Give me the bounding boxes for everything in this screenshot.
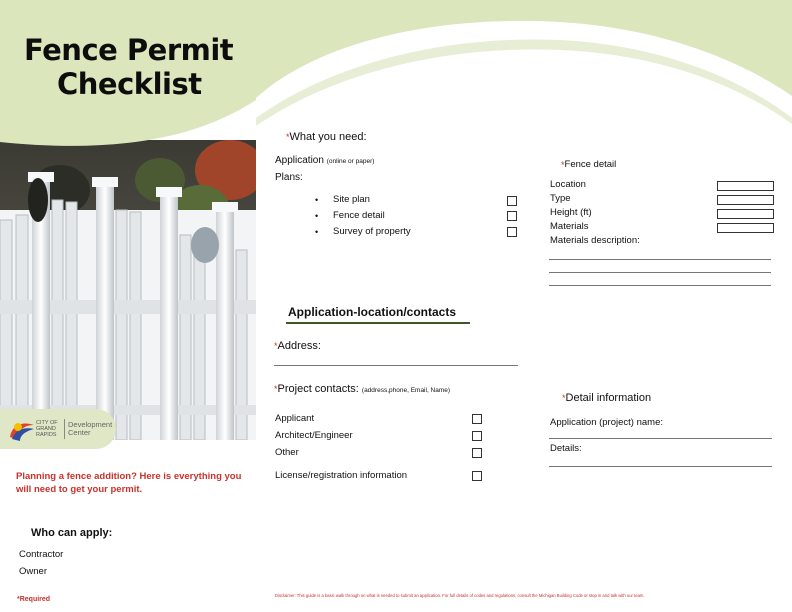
fence-field-location-label: Location bbox=[550, 179, 586, 190]
fence-detail-heading: *Fence detail bbox=[561, 159, 617, 170]
plan-item-site-plan: Site plan bbox=[333, 194, 370, 205]
fence-field-materials-label: Materials bbox=[550, 221, 589, 232]
dept-name-2: Center bbox=[68, 428, 91, 437]
project-contacts-note: (address,phone, Email, Name) bbox=[361, 387, 451, 394]
contact-architect-label: Architect/Engineer bbox=[275, 430, 353, 441]
bullet-icon: • bbox=[315, 195, 319, 205]
page-title-line2: Checklist bbox=[57, 67, 202, 101]
logo-divider bbox=[64, 419, 65, 439]
intro-text bbox=[16, 470, 241, 497]
city-name-3: RAPIDS bbox=[36, 432, 57, 438]
contact-applicant-label: Applicant bbox=[275, 413, 315, 424]
city-name-1: CITY OF bbox=[36, 420, 58, 426]
fence-location-field[interactable] bbox=[717, 181, 774, 191]
fence-field-height-label: Height (ft) bbox=[550, 207, 592, 218]
fence-field-type-label: Type bbox=[550, 193, 571, 204]
detail-information-label: Detail information bbox=[565, 392, 652, 404]
city-name-2: GRAND bbox=[36, 426, 56, 432]
city-logo-icon bbox=[8, 419, 36, 441]
materials-description-line-3[interactable] bbox=[549, 285, 771, 286]
fence-detail-label: Fence detail bbox=[564, 159, 617, 170]
fence-materials-field[interactable] bbox=[717, 223, 774, 233]
fence-photo bbox=[0, 140, 256, 440]
details-line[interactable] bbox=[549, 466, 772, 467]
fence-height-field[interactable] bbox=[717, 209, 774, 219]
bullet-icon: • bbox=[315, 227, 319, 237]
what-you-need-label: What you need: bbox=[289, 131, 367, 143]
what-you-need-heading: *What you need: bbox=[286, 131, 367, 143]
application-location-heading: Application-location/contacts bbox=[288, 305, 457, 319]
address-line[interactable] bbox=[274, 365, 518, 366]
contact-other-label: Other bbox=[275, 447, 299, 458]
fence-type-field[interactable] bbox=[717, 195, 774, 205]
checkbox-license[interactable] bbox=[472, 471, 482, 481]
intro-line-1: Planning a fence addition? Here is everything you bbox=[16, 471, 242, 482]
plans-label: Plans: bbox=[275, 172, 303, 183]
materials-description-label: Materials description: bbox=[550, 235, 640, 246]
license-label: License/registration information bbox=[275, 470, 408, 481]
who-can-apply-heading: Who can apply: bbox=[31, 527, 113, 539]
project-name-label: Application (project) name: bbox=[550, 417, 663, 428]
who-can-apply-owner: Owner bbox=[19, 566, 47, 577]
who-can-apply-contractor: Contractor bbox=[19, 549, 64, 560]
page-title-line1: Fence Permit bbox=[24, 33, 234, 67]
detail-information-heading: *Detail information bbox=[562, 392, 652, 404]
disclaimer: Disclaimer: This guide is a basic walk through on what is needed to submit an application. For full details of codes and regulations, consult the Michigan Building Code or stop in and talk with our team. bbox=[275, 593, 645, 598]
intro-line-2: will need to get your permit. bbox=[16, 484, 143, 496]
bullet-icon: • bbox=[315, 211, 319, 221]
section-underline bbox=[286, 322, 470, 324]
checkbox-survey[interactable] bbox=[507, 227, 517, 237]
materials-description-line-2[interactable] bbox=[549, 272, 771, 273]
project-contacts-heading: *Project contacts: (address,phone, Email, Name) bbox=[274, 383, 451, 395]
checkbox-fence-detail[interactable] bbox=[507, 211, 517, 221]
address-heading: *Address: bbox=[274, 340, 321, 352]
plan-item-survey: Survey of property bbox=[333, 226, 411, 237]
application-note: (online or paper) bbox=[326, 158, 375, 165]
required-note: *Required bbox=[17, 596, 51, 603]
details-label: Details: bbox=[550, 443, 582, 454]
materials-description-line-1[interactable] bbox=[549, 259, 771, 260]
application-label: Application bbox=[275, 155, 324, 166]
application-row bbox=[275, 155, 374, 166]
checkbox-other[interactable] bbox=[472, 448, 482, 458]
address-label: Address: bbox=[277, 340, 321, 352]
checkbox-applicant[interactable] bbox=[472, 414, 482, 424]
logo-badge bbox=[0, 409, 116, 449]
plan-item-fence-detail: Fence detail bbox=[333, 210, 385, 221]
dept-name-1: Development bbox=[68, 420, 113, 429]
project-contacts-label: Project contacts: bbox=[277, 383, 359, 395]
project-name-line[interactable] bbox=[549, 438, 772, 439]
checkbox-architect[interactable] bbox=[472, 431, 482, 441]
checkbox-site-plan[interactable] bbox=[507, 196, 517, 206]
